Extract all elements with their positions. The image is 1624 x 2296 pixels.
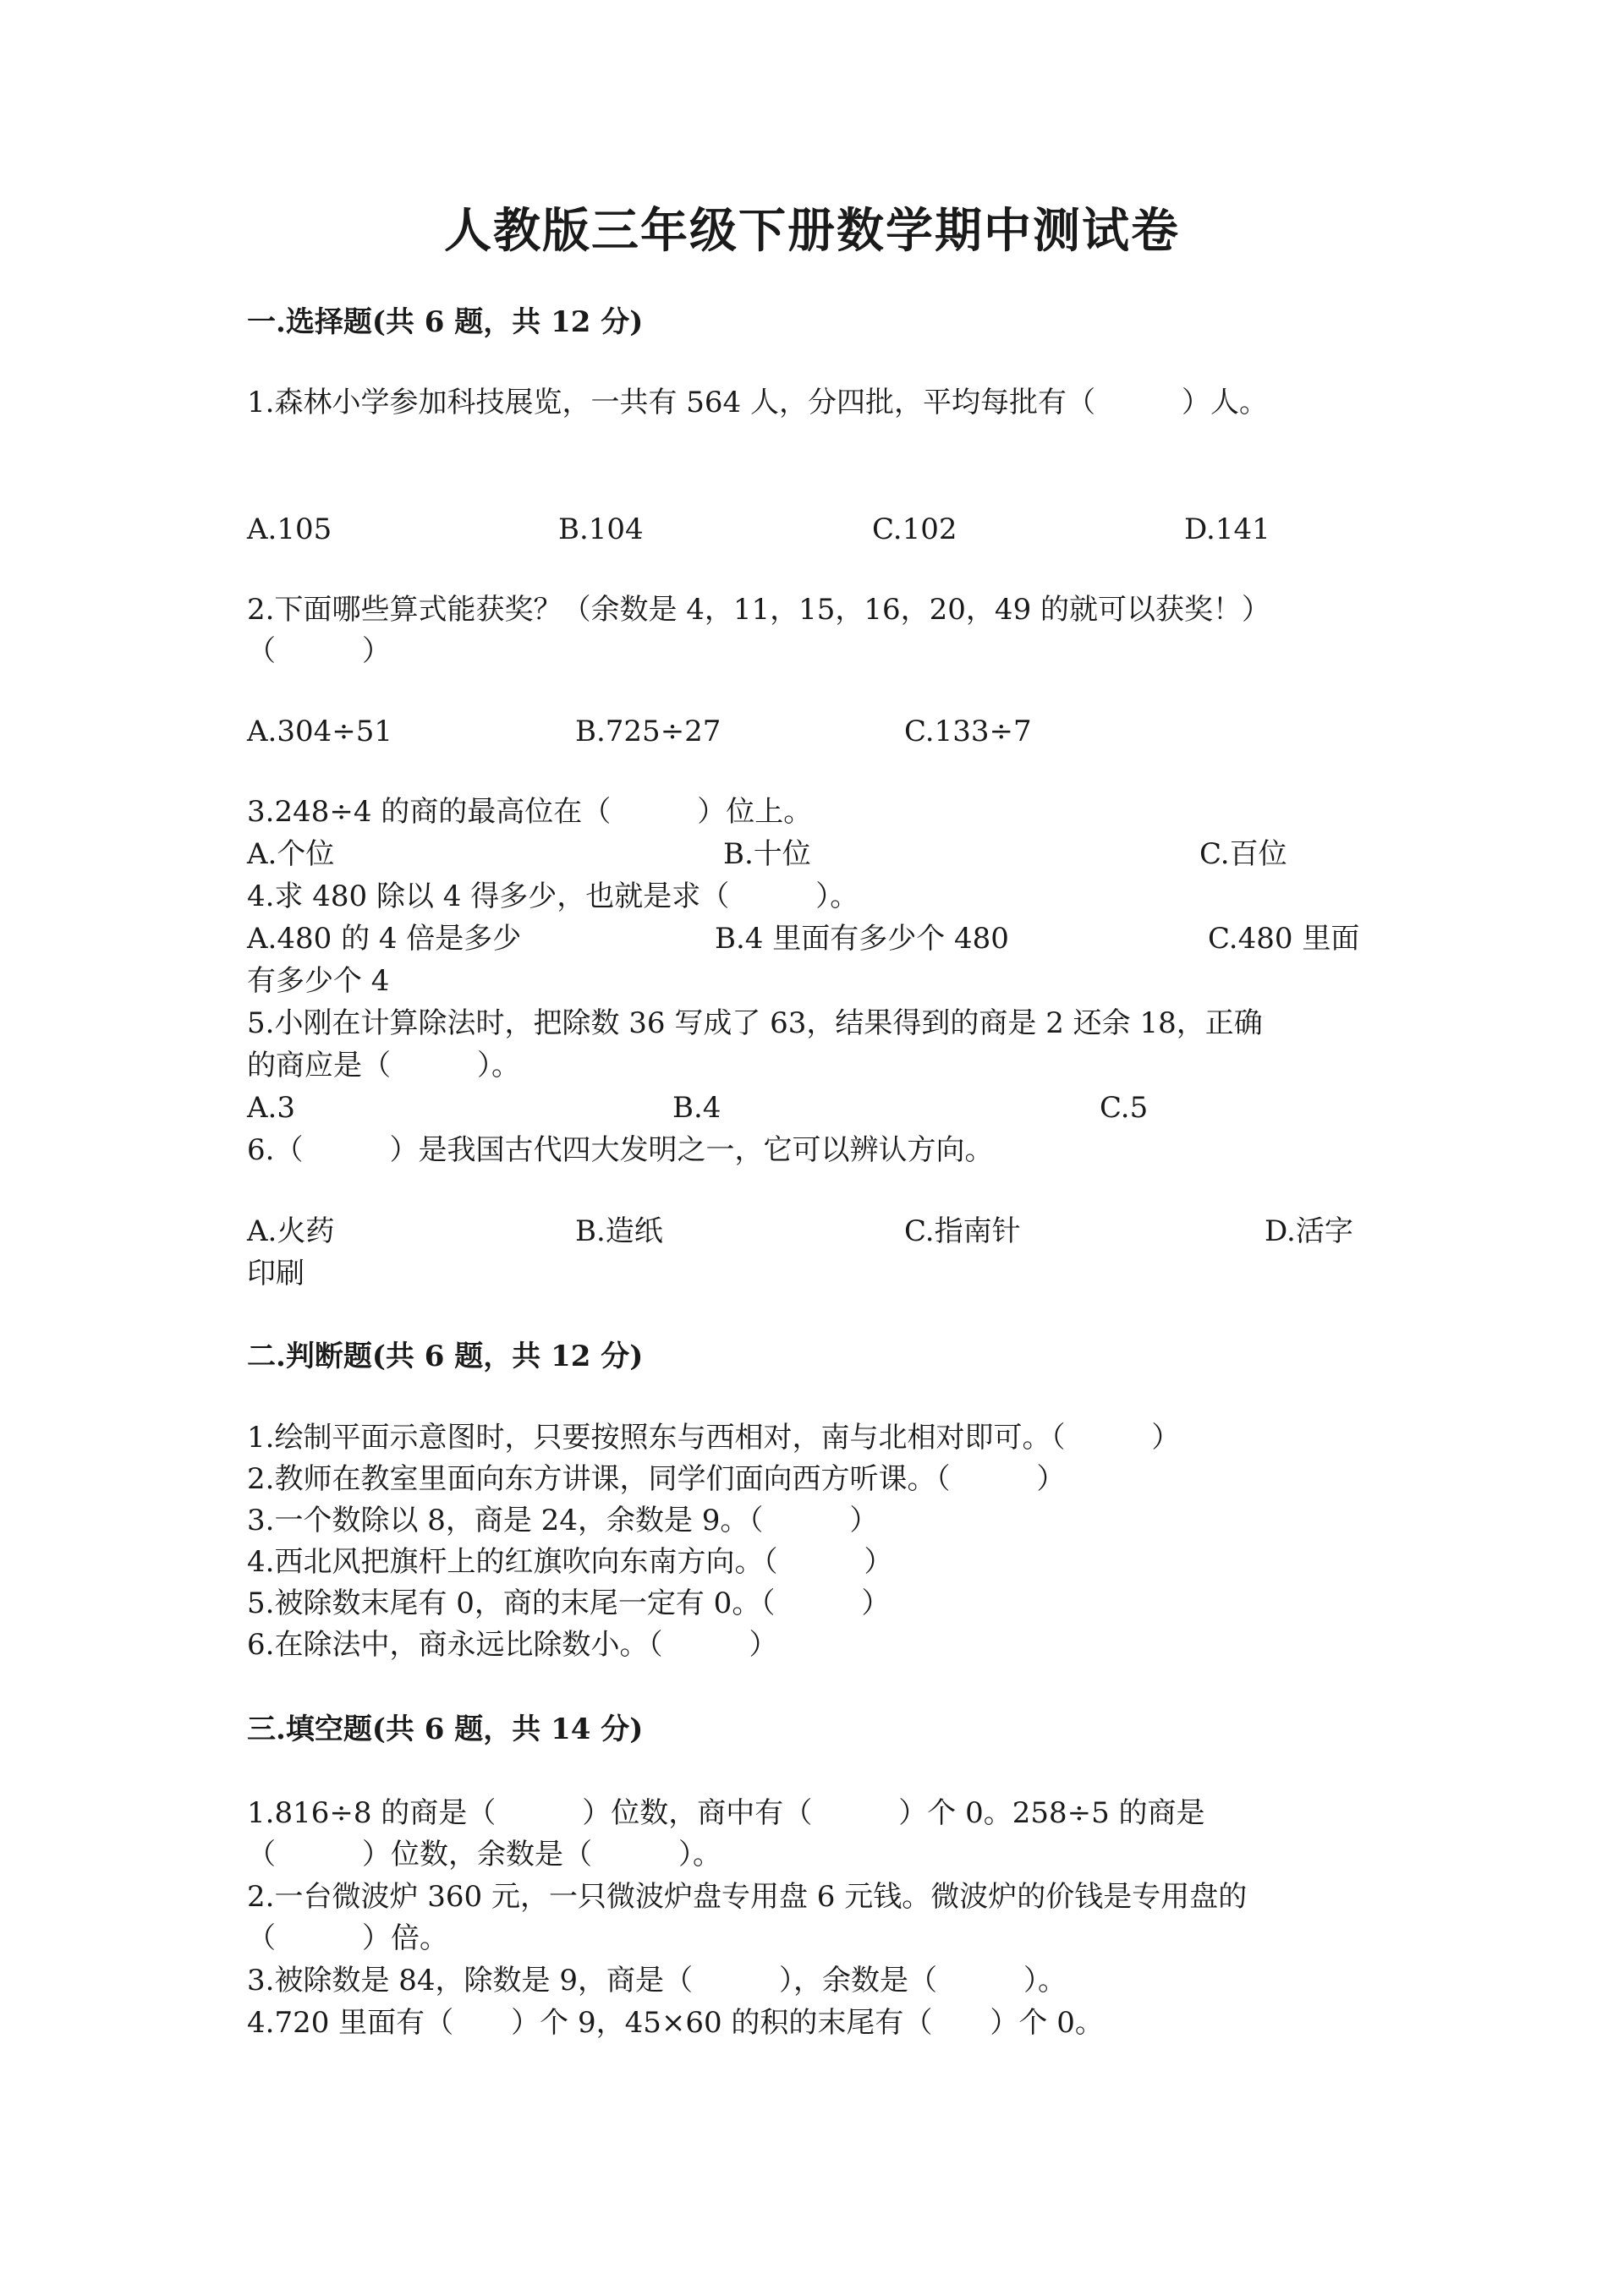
judgement-item: 4.西北风把旗杆上的红旗吹向东南方向。（ ） [247,1545,893,1579]
option-a: A.480 的 4 倍是多少 [247,922,522,956]
judgement-item: 3.一个数除以 8，商是 24，余数是 9。（ ） [247,1504,879,1537]
question-text: 6.（ ）是我国古代四大发明之一，它可以辨认方向。 [247,1133,994,1167]
option-a: A.105 [247,512,332,546]
option-b: B.4 里面有多少个 480 [715,922,1009,956]
page-title: 人教版三年级下册数学期中测试卷 [444,203,1180,259]
option-c: C.102 [872,512,957,546]
judgement-item: 5.被除数末尾有 0，商的末尾一定有 0。（ ） [247,1586,891,1620]
option-c: C.百位 [1199,837,1287,871]
fill-blank-line: 1.816÷8 的商是（ ）位数，商中有（ ）个 0。258÷5 的商是 [247,1796,1205,1830]
option-b: B.4 [672,1091,721,1125]
question-text: 的商应是（ ）。 [247,1049,520,1082]
option-a: A.3 [247,1091,295,1125]
fill-blank-line: 3.被除数是 84，除数是 9，商是（ ），余数是（ ）。 [247,1964,1067,1997]
fill-blank-line: （ ）倍。 [247,1921,448,1955]
question-text: 2.下面哪些算式能获奖？（余数是 4，11，15，16，20，49 的就可以获奖！） [247,593,1271,627]
question-text: （ ） [247,634,391,668]
fill-blank-line: 2.一台微波炉 360 元，一只微波炉盘专用盘 6 元钱。微波炉的价钱是专用盘的 [247,1880,1248,1914]
option-c: C.480 里面 [1208,922,1360,956]
question-text: 5.小刚在计算除法时，把除数 36 写成了 63，结果得到的商是 2 还余 18，正确 [247,1006,1263,1040]
option-c: C.133÷7 [904,715,1032,748]
fill-blank-line: （ ）位数，余数是（ ）。 [247,1838,721,1871]
option-a: A.个位 [247,837,335,871]
fill-blank-line: 4.720 里面有（ ）个 9，45×60 的积的末尾有（ ）个 0。 [247,2006,1104,2040]
judgement-item: 6.在除法中，商永远比除数小。（ ） [247,1628,778,1662]
judgement-item: 2.教师在教室里面向东方讲课，同学们面向西方听课。（ ） [247,1462,1066,1496]
section-heading-fill-blank: 三.填空题(共 6 题，共 14 分) [247,1712,644,1746]
question-text: 4.求 480 除以 4 得多少，也就是求（ ）。 [247,879,859,913]
option-b: B.十位 [723,837,811,871]
option-c: C.指南针 [904,1214,1021,1248]
question-text: 1.森林小学参加科技展览，一共有 564 人，分四批，平均每批有（ ）人。 [247,386,1268,419]
option-wrap-text: 印刷 [247,1257,304,1290]
option-b: B.104 [558,512,644,546]
option-d: D.活字 [1265,1214,1353,1248]
option-c: C.5 [1100,1091,1149,1125]
question-text: 3.248÷4 的商的最高位在（ ）位上。 [247,795,813,829]
option-wrap-text: 有多少个 4 [247,964,390,998]
section-heading-judgement: 二.判断题(共 6 题，共 12 分) [247,1340,644,1373]
option-a: A.火药 [247,1214,335,1248]
section-heading-choice: 一.选择题(共 6 题，共 12 分) [247,305,644,339]
option-b: B.造纸 [575,1214,663,1248]
judgement-item: 1.绘制平面示意图时，只要按照东与西相对，南与北相对即可。（ ） [247,1421,1181,1455]
option-b: B.725÷27 [575,715,721,748]
option-a: A.304÷51 [247,715,393,748]
option-d: D.141 [1184,512,1270,546]
